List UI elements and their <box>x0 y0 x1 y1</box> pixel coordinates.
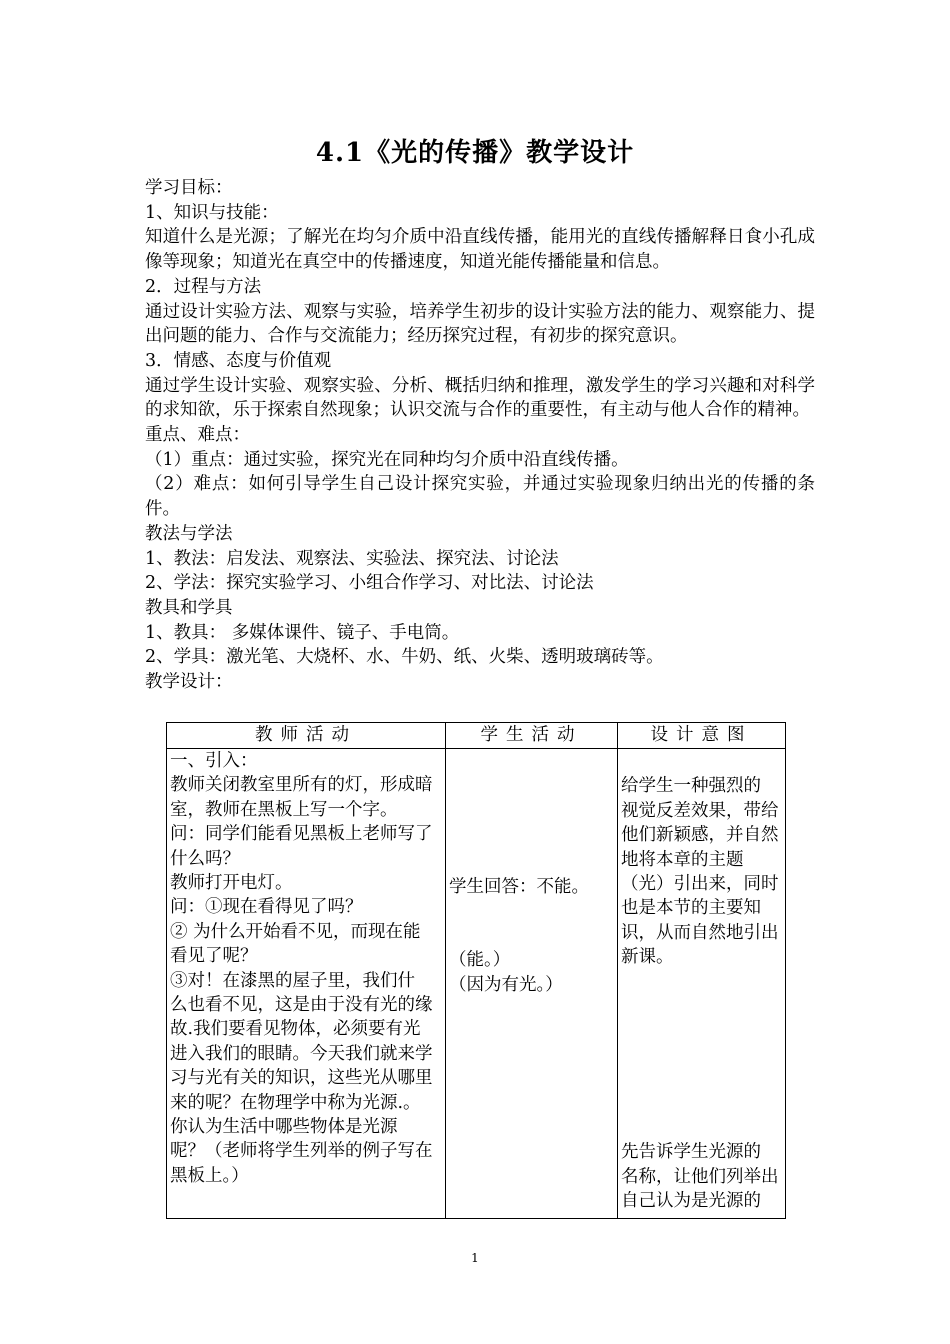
design-intent-line: 自己认为是光源的 <box>621 1191 761 1212</box>
paragraph: 教学设计： <box>145 672 233 693</box>
teacher-activity-line: 黑板上。） <box>170 1165 249 1186</box>
design-intent-cell <box>618 749 786 1219</box>
design-intent-line: 他们新颖感，并自然 <box>621 825 779 846</box>
teacher-activity-line: 看见了呢？ <box>170 946 258 967</box>
teacher-activity-line: 么也看不见，这是由于没有光的缘 <box>170 995 433 1015</box>
teacher-activity-line: 进入我们的眼睛。今天我们就来学 <box>170 1043 433 1064</box>
teacher-activity-line: 室，教师在黑板上写一个字。 <box>170 799 398 820</box>
teacher-activity-line: 一、引入： <box>170 751 258 771</box>
teacher-activity-line: 问：同学们能看见黑板上老师写了 <box>170 824 433 845</box>
header-teacher-activity: 教师活动 <box>167 723 446 749</box>
paragraph: 重点、难点： <box>145 425 250 446</box>
design-intent-line: 先告诉学生光源的 <box>621 1142 761 1163</box>
paragraph: 通过学生设计实验、观察实验、分析、概括归纳和推理，激发学生的学习兴趣和对科学的求知欲，乐于探索自然现象；认识交流与合作的重要性，有主动与他人合作的精神。 <box>145 375 815 421</box>
header-student-activity: 学生活动 <box>446 723 618 749</box>
design-intent-line: 视觉反差效果，带给 <box>621 800 779 821</box>
design-intent-line: 给学生一种强烈的 <box>621 776 761 797</box>
design-intent-line: 新课。 <box>621 947 674 968</box>
table-header-row <box>167 723 786 749</box>
student-activity-text: （能。） <box>449 950 511 971</box>
paragraph: （2）难点：如何引导学生自己设计探究实验，并通过实验现象归纳出光的传播的条件。 <box>145 474 815 520</box>
teacher-activity-line: 教师打开电灯。 <box>170 873 293 893</box>
paragraph: 1、教具： 多媒体课件、镜子、手电筒。 <box>145 622 460 643</box>
teacher-activity-line: ② 为什么开始看不见，而现在能 <box>170 921 421 942</box>
student-activity-text: 学生回答：不能。 <box>449 877 589 897</box>
header-design-intent: 设计意图 <box>618 723 786 749</box>
design-intent-line: （光）引出来，同时 <box>621 874 779 894</box>
paragraph: 3．情感、态度与价值观 <box>145 350 332 371</box>
paragraph: 教法与学法 <box>145 523 233 544</box>
paragraph: 学习目标： <box>145 178 233 198</box>
table-row <box>167 749 786 1219</box>
paragraph: 1、教法：启发法、观察法、实验法、探究法、讨论法 <box>145 548 559 569</box>
document-body <box>145 176 815 695</box>
teacher-activity-line: 习与光有关的知识，这些光从哪里 <box>170 1068 433 1089</box>
design-intent-line: 识，从而自然地引出 <box>621 922 779 943</box>
student-activity-cell <box>446 749 618 1219</box>
teacher-activity-line: 什么吗？ <box>170 848 240 869</box>
paragraph: （1）重点：通过实验，探究光在同种均匀介质中沿直线传播。 <box>145 449 629 470</box>
teacher-activity-line: 问：①现在看得见了吗？ <box>170 897 363 918</box>
teacher-activity-line: ③对！在漆黑的屋子里，我们什 <box>170 970 415 991</box>
lesson-design-table <box>166 722 786 1219</box>
teacher-activity-line: 你认为生活中哪些物体是光源 <box>170 1117 398 1137</box>
teacher-activity-line: 教师关闭教室里所有的灯，形成暗 <box>170 775 433 796</box>
paragraph: 2、学具：激光笔、大烧杯、水、牛奶、纸、火柴、透明玻璃砖等。 <box>145 647 664 668</box>
design-intent-line: 名称，让他们列举出 <box>621 1166 779 1187</box>
paragraph: 通过设计实验方法、观察与实验，培养学生初步的设计实验方法的能力、观察能力、提出问题的能力、合作与交流能力；经历探究过程，有初步的探究意识。 <box>145 301 815 347</box>
paragraph: 1、知识与技能： <box>145 202 279 223</box>
teacher-activity-line: 故.我们要看见物体，必须要有光 <box>170 1019 421 1040</box>
design-intent-line: 地将本章的主题 <box>621 849 744 870</box>
paragraph: 2、学法：探究实验学习、小组合作学习、对比法、讨论法 <box>145 573 594 594</box>
teacher-activity-line: 来的呢？在物理学中称为光源.。 <box>170 1092 421 1113</box>
page-number: 1 <box>471 1251 479 1265</box>
paragraph: 知道什么是光源；了解光在均匀介质中沿直线传播，能用光的直线传播解释日食小孔成像等现象；知道光在真空中的传播速度，知道光能传播能量和信息。 <box>145 227 815 273</box>
paragraph: 2．过程与方法 <box>145 276 262 297</box>
document-title: 4.1《光的传播》教学设计 <box>315 138 635 168</box>
teacher-activity-line: 呢？（老师将学生列举的例子写在 <box>170 1141 433 1162</box>
design-intent-line: 也是本节的主要知 <box>621 898 761 919</box>
paragraph: 教具和学具 <box>145 597 233 618</box>
student-activity-text: （因为有光。） <box>449 974 563 995</box>
teacher-activity-cell <box>167 749 446 1219</box>
